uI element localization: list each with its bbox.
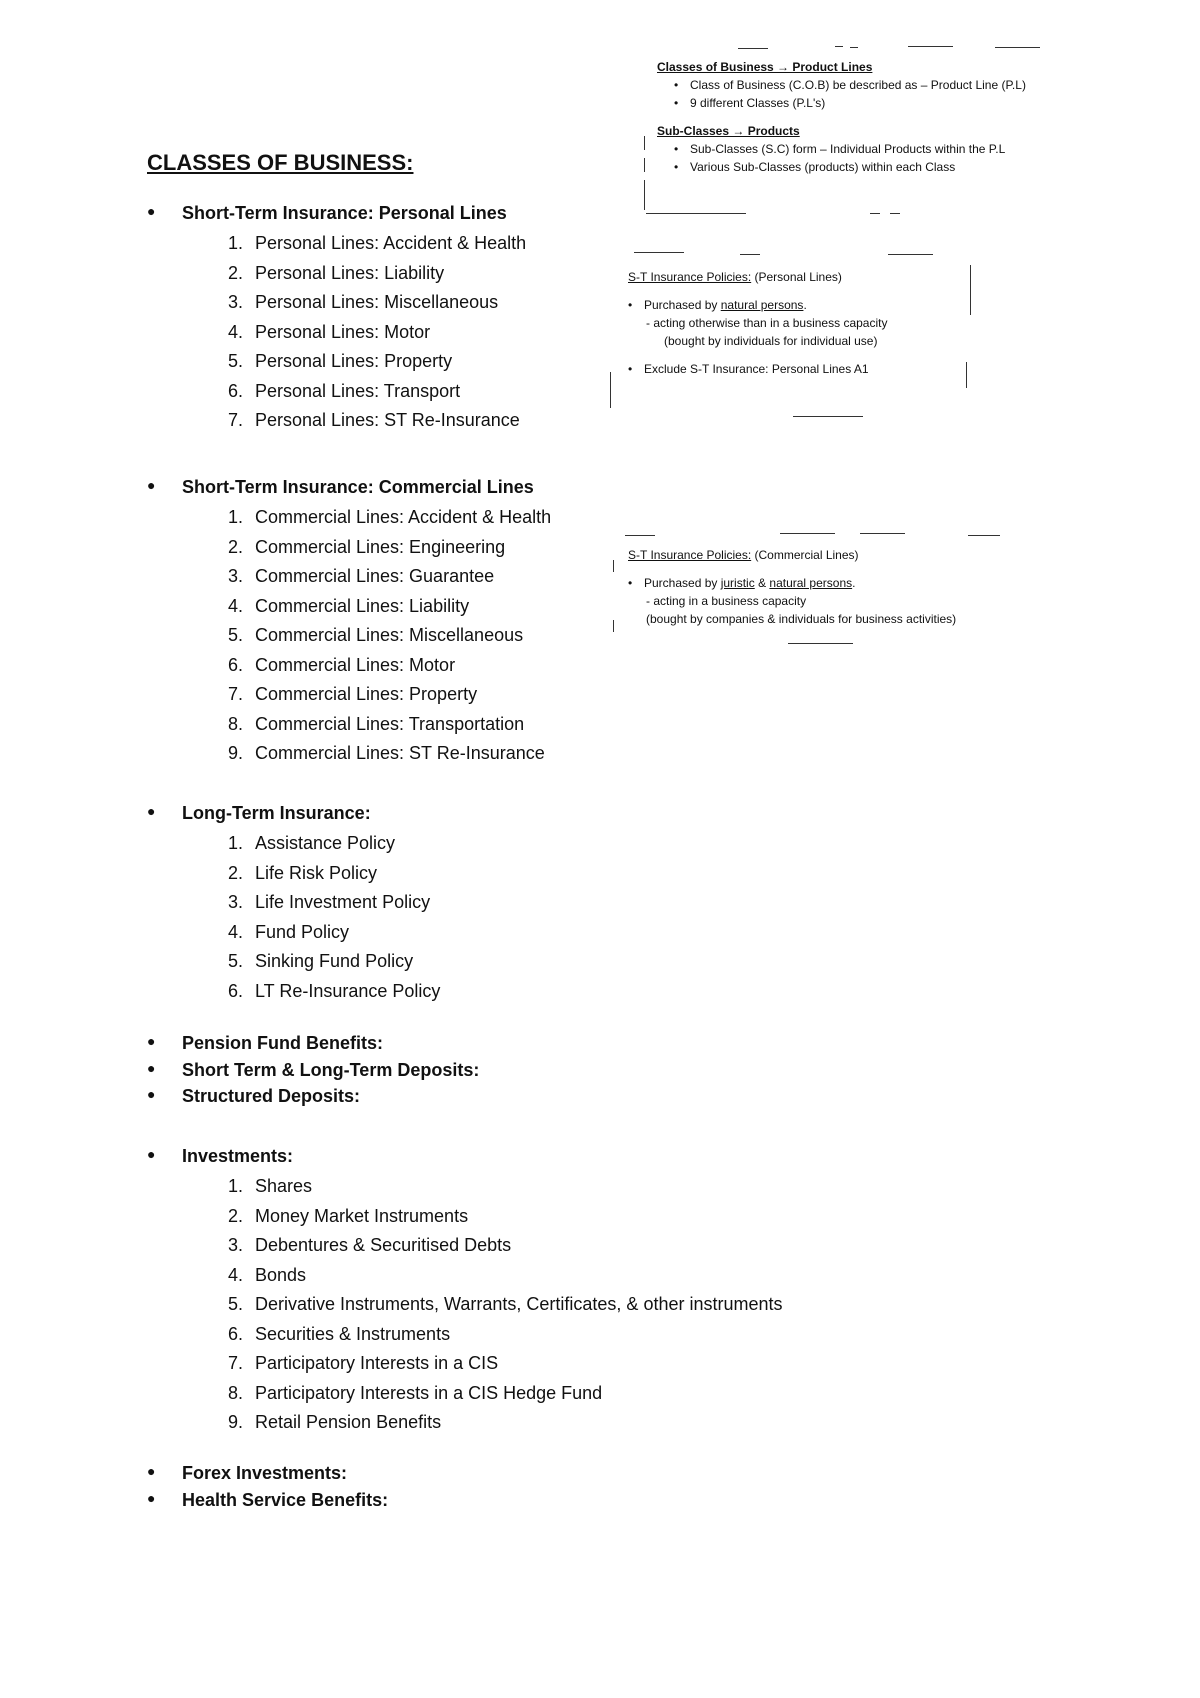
page-title: CLASSES OF BUSINESS: xyxy=(147,150,414,175)
list-item-label: Participatory Interests in a CIS xyxy=(255,1353,499,1373)
section-heading-text: Short Term & Long-Term Deposits: xyxy=(182,1060,480,1080)
list-item-number: 7. xyxy=(227,684,243,704)
list-item-number: 7. xyxy=(227,410,243,430)
note-personal-purchased xyxy=(628,296,887,314)
note-heading-underlined: S-T Insurance Policies: xyxy=(628,270,752,284)
list-item-number: 3. xyxy=(227,292,243,312)
list-item-label: Life Risk Policy xyxy=(255,862,378,883)
bullet-icon: • xyxy=(628,362,633,376)
border-dash xyxy=(634,252,684,253)
list-item-label: Personal Lines: Transport xyxy=(255,380,461,401)
note-personal-sub1: - acting otherwise than in a business capacity xyxy=(646,316,888,330)
list-item-label: Commercial Lines: Liability xyxy=(255,595,470,616)
list-item-label: Commercial Lines: Property xyxy=(255,684,478,704)
list-item-label: Shares xyxy=(255,1176,313,1196)
border-bar xyxy=(644,136,645,150)
list-item-number: 5. xyxy=(227,1294,243,1314)
list-item-label: LT Re-Insurance Policy xyxy=(255,980,441,1001)
list-item-label: Commercial Lines: ST Re-Insurance xyxy=(255,743,545,763)
note-sub-line xyxy=(657,158,1026,176)
border-dash xyxy=(738,48,768,49)
note-cob-line xyxy=(657,76,1026,94)
section-heading-text: Short-Term Insurance: Personal Lines xyxy=(182,203,507,223)
bullet-icon: ● xyxy=(147,1060,156,1076)
note-cob-line-text: 9 different Classes (P.L's) xyxy=(690,96,826,110)
list-item-label: Debentures & Securitised Debts xyxy=(255,1235,512,1255)
note-cob-heading: Classes of Business → Product Lines xyxy=(657,60,873,74)
list-item-number: 5. xyxy=(227,625,243,645)
note-cob-line xyxy=(657,94,1026,112)
note-commercial-sub2: (bought by companies & individuals for business activities) xyxy=(646,612,957,626)
note-sub-line xyxy=(657,140,1026,158)
list-item-number: 9. xyxy=(227,1412,243,1432)
list-item-label: Commercial Lines: Engineering xyxy=(255,536,506,557)
section-heading-text: Health Service Benefits: xyxy=(182,1490,389,1510)
list-item-label: Life Investment Policy xyxy=(255,892,431,912)
border-bar xyxy=(970,265,971,315)
note-text: Exclude S-T Insurance: Personal Lines A1 xyxy=(644,362,869,376)
border-bar xyxy=(613,620,614,632)
border-bar xyxy=(613,560,614,572)
list-item-number: 5. xyxy=(227,351,243,371)
bullet-icon: • xyxy=(674,160,679,174)
list-item-number: 2. xyxy=(227,536,243,557)
note-personal-exclude xyxy=(628,360,887,378)
bullet-icon: ● xyxy=(147,477,156,493)
note-text: & xyxy=(754,576,770,590)
list-item-number: 1. xyxy=(227,507,243,527)
section-heading-text: Pension Fund Benefits: xyxy=(182,1033,384,1053)
list-item-number: 6. xyxy=(227,380,243,401)
border-bar xyxy=(610,372,611,408)
list-item-number: 5. xyxy=(227,951,243,971)
list-item-number: 3. xyxy=(227,892,243,912)
border-bar xyxy=(644,180,645,210)
section-heading-text: Long-Term Insurance: xyxy=(182,803,371,823)
list-item-label: Commercial Lines: Miscellaneous xyxy=(255,625,524,645)
list-item-number: 6. xyxy=(227,1323,243,1344)
list-item-label: Bonds xyxy=(255,1264,307,1285)
note-commercial-heading xyxy=(628,546,956,564)
list-item-label: Personal Lines: Accident & Health xyxy=(255,233,527,253)
list-item-number: 4. xyxy=(227,921,243,942)
bullet-icon: • xyxy=(674,96,679,110)
border-dash xyxy=(870,213,880,214)
list-item-number: 6. xyxy=(227,654,243,675)
note-text: . xyxy=(803,298,807,312)
border-dash xyxy=(780,533,835,534)
note-text: . xyxy=(852,576,856,590)
bullet-icon: • xyxy=(674,78,679,92)
bullet-icon: • xyxy=(628,298,633,312)
note-classes-of-business xyxy=(657,58,1026,176)
list-item-number: 1. xyxy=(227,233,243,253)
list-item-number: 7. xyxy=(227,1353,243,1373)
list-item-label: Commercial Lines: Motor xyxy=(255,654,456,675)
list-item-label: Participatory Interests in a CIS Hedge Fund xyxy=(255,1382,603,1403)
border-bar xyxy=(966,362,967,388)
border-dash xyxy=(625,535,655,536)
bullet-icon: ● xyxy=(147,1146,156,1162)
border-dash xyxy=(850,47,858,48)
border-dash xyxy=(646,213,746,214)
list-item-label: Money Market Instruments xyxy=(255,1205,469,1226)
bullet-icon: ● xyxy=(147,1490,156,1506)
list-item-label: Assistance Policy xyxy=(255,833,396,853)
section-heading-text: Short-Term Insurance: Commercial Lines xyxy=(182,477,534,497)
list-item-label: Personal Lines: Motor xyxy=(255,321,431,342)
list-item-number: 2. xyxy=(227,1205,243,1226)
note-commercial-purchased xyxy=(628,574,956,592)
list-item-number: 8. xyxy=(227,713,243,734)
bullet-icon: ● xyxy=(147,1086,156,1102)
note-personal-sub2: (bought by individuals for individual use) xyxy=(664,334,878,348)
list-item-label: Derivative Instruments, Warrants, Certificates, & other instruments xyxy=(255,1294,783,1314)
list-item-number: 4. xyxy=(227,1264,243,1285)
list-item-number: 1. xyxy=(227,833,243,853)
list-item-number: 2. xyxy=(227,862,243,883)
bullet-icon: ● xyxy=(147,1463,156,1479)
border-dash xyxy=(908,46,953,47)
border-dash xyxy=(740,254,760,255)
note-sub-line-text: Sub-Classes (S.C) form – Individual Products within the P.L xyxy=(690,142,1006,156)
border-dash xyxy=(793,416,863,417)
note-text: Purchased by xyxy=(644,576,721,590)
list-item-label: Sinking Fund Policy xyxy=(255,951,414,971)
note-text-underlined: juristic xyxy=(720,576,755,590)
section-heading-text: Structured Deposits: xyxy=(182,1086,361,1106)
note-personal-heading xyxy=(628,268,887,286)
list-item-number: 4. xyxy=(227,595,243,616)
list-item-number: 3. xyxy=(227,1235,243,1255)
list-item-number: 9. xyxy=(227,743,243,763)
note-text: Purchased by xyxy=(644,298,721,312)
list-item-label: Commercial Lines: Guarantee xyxy=(255,566,495,586)
list-item-number: 8. xyxy=(227,1382,243,1403)
border-dash xyxy=(968,535,1000,536)
note-heading-underlined: S-T Insurance Policies: xyxy=(628,548,752,562)
note-heading-rest: (Commercial Lines) xyxy=(751,548,859,562)
list-item-number: 6. xyxy=(227,980,243,1001)
note-cob-line-text: Class of Business (C.O.B) be described as – Product Line (P.L) xyxy=(690,78,1026,92)
section-heading-text: Forex Investments: xyxy=(182,1463,348,1483)
note-sub-line-text: Various Sub-Classes (products) within each Class xyxy=(690,160,956,174)
list-item-label: Personal Lines: Property xyxy=(255,351,453,371)
bullet-icon: • xyxy=(674,142,679,156)
bullet-icon: ● xyxy=(147,1033,156,1049)
section-heading-text: Investments: xyxy=(182,1146,294,1166)
note-text-underlined: natural persons xyxy=(769,576,853,590)
list-item-number: 3. xyxy=(227,566,243,586)
list-item-label: Personal Lines: ST Re-Insurance xyxy=(255,410,520,430)
border-bar xyxy=(644,158,645,172)
note-text-underlined: natural persons xyxy=(720,298,804,312)
list-item-label: Personal Lines: Miscellaneous xyxy=(255,292,499,312)
border-dash xyxy=(860,533,905,534)
list-item-label: Commercial Lines: Accident & Health xyxy=(255,507,552,527)
list-item-number: 2. xyxy=(227,262,243,283)
border-dash xyxy=(995,47,1040,48)
list-item-label: Retail Pension Benefits xyxy=(255,1412,442,1432)
note-subclasses-heading: Sub-Classes → Products xyxy=(657,124,800,138)
border-dash xyxy=(788,643,853,644)
bullet-icon: • xyxy=(628,576,633,590)
border-dash xyxy=(888,254,933,255)
note-commercial-sub1: - acting in a business capacity xyxy=(646,594,807,608)
border-dash xyxy=(835,46,843,47)
list-item-number: 4. xyxy=(227,321,243,342)
note-commercial-lines xyxy=(628,546,956,628)
bullet-icon: ● xyxy=(147,203,156,219)
border-dash xyxy=(890,213,900,214)
list-item-number: 1. xyxy=(227,1176,243,1196)
list-item-label: Fund Policy xyxy=(255,921,350,942)
note-personal-lines xyxy=(628,268,887,378)
list-item-label: Securities & Instruments xyxy=(255,1323,451,1344)
bullet-icon: ● xyxy=(147,803,156,819)
note-heading-rest: (Personal Lines) xyxy=(751,270,842,284)
list-item-label: Personal Lines: Liability xyxy=(255,262,445,283)
list-item-label: Commercial Lines: Transportation xyxy=(255,713,525,734)
